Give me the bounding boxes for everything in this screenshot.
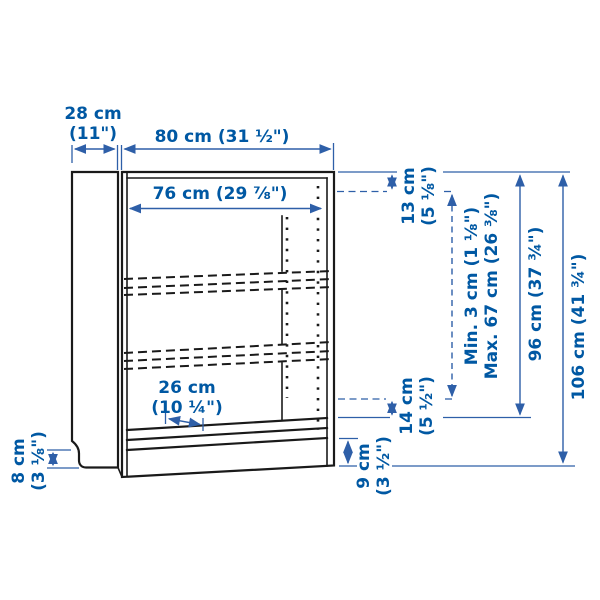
dim-label-plinth-9-inches: (3 ½") — [374, 436, 394, 496]
dim-label-depth-28 — [64, 104, 121, 144]
bottom-shelf-plinth — [127, 418, 327, 450]
dim-label-width-80-value: 80 cm (31 ½") — [154, 127, 290, 147]
pin-hole-columns — [287, 186, 318, 430]
dim-label-bottom-14-value: 14 cm — [397, 377, 417, 435]
dim-label-plinth-8-value: 8 cm — [9, 438, 29, 484]
dim-label-shelf-depth-26-inches: (10 ¼") — [151, 398, 223, 418]
dim-label-depth-28-inches: (11") — [68, 124, 118, 144]
front-frame — [122, 172, 334, 477]
dim-label-top-13 — [399, 166, 439, 226]
dim-label-shelf-depth-26-value: 26 cm — [158, 378, 216, 398]
dim-label-plinth-8 — [9, 431, 49, 491]
adjustable-shelves-dashed — [124, 271, 332, 369]
dim-label-height-96-value: 96 cm (37 ¾") — [526, 226, 546, 362]
dim-arrow-shelf-depth-26 — [169, 419, 200, 425]
dim-label-width-80 — [155, 127, 290, 147]
dim-label-depth-28-value: 28 cm — [64, 104, 122, 124]
dim-label-height-106-value: 106 cm (41 ¾") — [569, 253, 589, 401]
dim-label-shelf-depth-26 — [151, 378, 223, 418]
dim-label-width-76 — [153, 184, 288, 204]
dim-label-top-13-inches: (5 ⅛") — [419, 166, 439, 226]
dim-label-shelf-range-min: Min. 3 cm (1 ⅛") — [462, 206, 482, 366]
dim-label-bottom-14-inches: (5 ½") — [417, 376, 437, 436]
dim-label-height-106 — [569, 254, 589, 401]
dim-label-bottom-14 — [397, 376, 437, 436]
dim-label-width-76-value: 76 cm (29 ⅞") — [152, 184, 288, 204]
dim-label-plinth-8-inches: (3 ⅛") — [29, 431, 49, 491]
dim-label-height-96 — [526, 227, 546, 362]
dim-label-plinth-9 — [354, 436, 394, 496]
side-panel-outline — [72, 172, 122, 477]
dim-label-shelf-range — [462, 193, 502, 380]
dim-label-top-13-value: 13 cm — [399, 167, 419, 225]
bookcase-drawing — [72, 172, 334, 477]
dim-label-plinth-9-value: 9 cm — [354, 443, 374, 489]
dim-label-shelf-range-max: Max. 67 cm (26 ⅜") — [482, 192, 502, 380]
